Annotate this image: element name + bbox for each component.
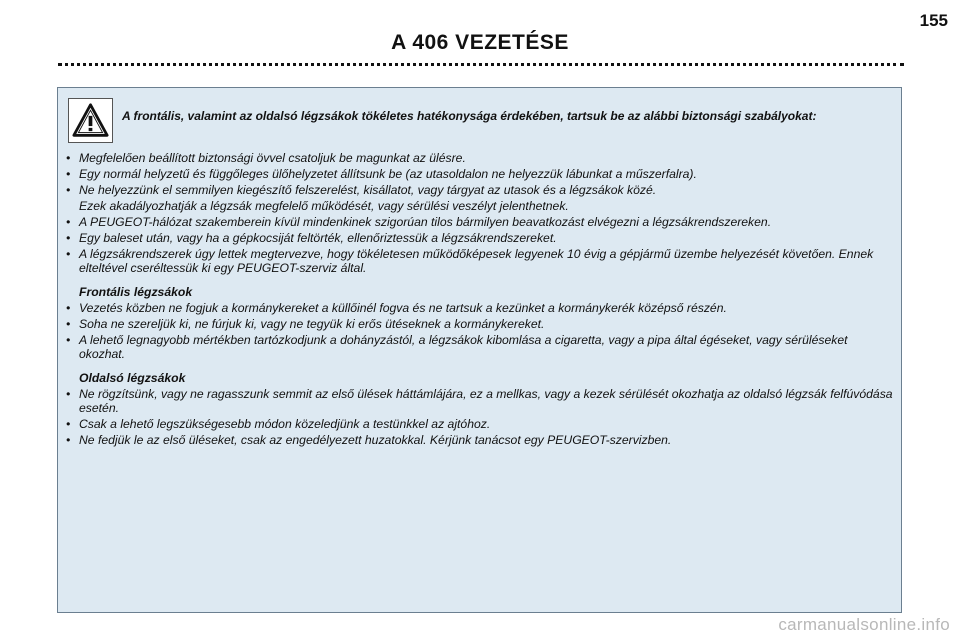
side-airbags-heading: Oldalsó légzsákok: [79, 371, 186, 385]
list-item: • Egy baleset után, vagy ha a gépkocsiját feltörték, ellenőriztessük a légzsákrendszereket.: [66, 231, 896, 245]
list-item: • Soha ne szereljük ki, ne fúrjuk ki, vagy ne tegyük ki erős ütéseknek a kormánykereket.: [66, 317, 896, 331]
list-item: • Vezetés közben ne fogjuk a kormánykereket a küllőinél fogva és ne tartsuk a kezünket a kormánykerék középső részén.: [66, 301, 896, 315]
rules-content: [66, 151, 896, 449]
list-item: • A PEUGEOT-hálózat szakemberein kívül mindenkinek szigorúan tilos bármilyen beavatkozást elvégezni a légzsákrendszereken.: [66, 215, 896, 229]
side-rules-list: [66, 387, 896, 447]
general-rules-list: [66, 151, 896, 197]
list-item: • Ne fedjük le az első üléseket, csak az engedélyezett huzatokkal. Kérjünk tanácsot egy PEUGEOT-szervizben.: [66, 433, 896, 447]
page-number: 155: [919, 11, 948, 30]
general-note: Ezek akadályozhatják a légzsák megfelelő működését, vagy sérülési veszélyt jelenthetnek.: [79, 199, 569, 213]
list-item: • Megfelelően beállított biztonsági övvel csatoljuk be magunkat az ülésre.: [66, 151, 896, 165]
title-dotted-rule: [58, 63, 904, 66]
frontal-rules-list: [66, 301, 896, 361]
list-item: • Egy normál helyzetű és függőleges ülőhelyzetet állítsunk be (az utasoldalon ne helyezzük lábunkat a műszerfalra).: [66, 167, 896, 181]
list-item: • A légzsákrendszerek úgy lettek megtervezve, hogy tökéletesen működőképesek legyenek 10 évig a gépjármű üzembe helyezését követően. Ennek elteltével cseréltessük ki egy PEUGEOT-szerviz által.: [66, 247, 896, 275]
airbag-safety-panel: [57, 87, 902, 613]
list-item: • Ne helyezzünk el semmilyen kiegészítő felszerelést, kisállatot, vagy tárgyat az utasok és a légzsákok közé.: [66, 183, 896, 197]
general-rules-list-2: [66, 215, 896, 275]
page-title: A 406 VEZETÉSE: [391, 31, 569, 54]
warning-box: [68, 98, 113, 143]
footer-watermark: carmanualsonline.info: [778, 615, 950, 634]
frontal-airbags-heading: Frontális légzsákok: [79, 285, 193, 299]
warning-intro: A frontális, valamint az oldalsó légzsákok tökéletes hatékonysága érdekében, tartsuk be az alábbi biztonsági szabályokat:: [122, 109, 817, 123]
list-item: • Ne rögzítsünk, vagy ne ragasszunk semmit az első ülések háttámlájára, ez a mellkas, vagy a kezek sérülését okozhatja az oldalsó légzsák felfúvódása esetén.: [66, 387, 896, 415]
list-item: • A lehető legnagyobb mértékben tartózkodjunk a dohányzástól, a légzsákok kibomlása a cigaretta, vagy a pipa által égéseket, vagy sérüléseket okozhat.: [66, 333, 896, 361]
warning-triangle-icon: [72, 102, 109, 139]
list-item: • Csak a lehető legszükségesebb módon közeledjünk a testünkkel az ajtóhoz.: [66, 417, 896, 431]
